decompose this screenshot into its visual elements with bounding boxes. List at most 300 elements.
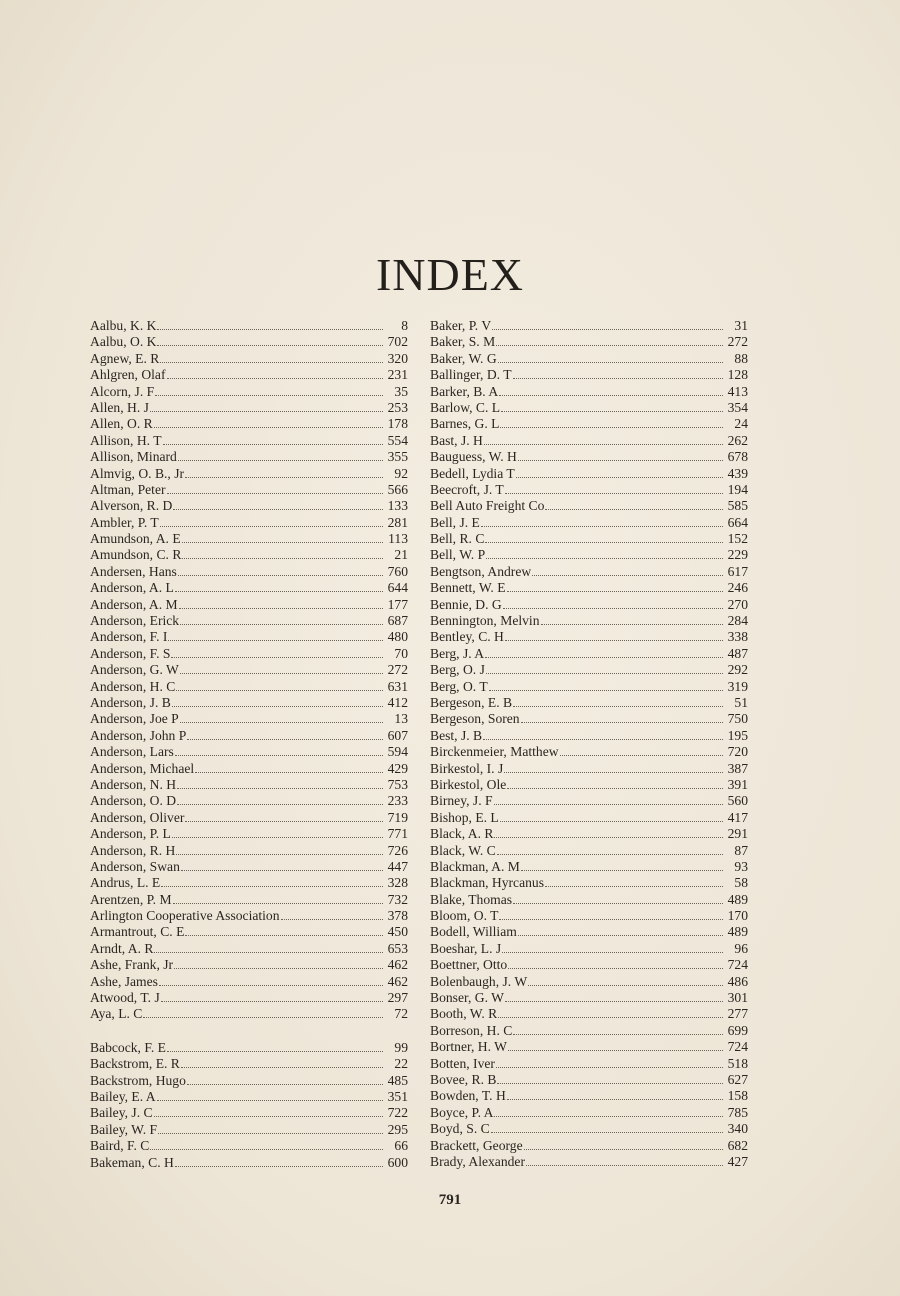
entry-name: Black, W. C [430, 842, 496, 858]
index-entry [90, 826, 408, 842]
entry-name: Bloom, O. T [430, 908, 499, 924]
dot-leader [180, 722, 383, 723]
entry-name: Bennie, D. G [430, 596, 502, 612]
dot-leader [481, 526, 723, 527]
dot-leader [158, 1133, 383, 1134]
entry-page-number: 447 [387, 858, 408, 874]
entry-name: Andrus, L. E [90, 875, 161, 891]
index-entry [430, 843, 748, 859]
dot-leader [560, 755, 723, 756]
entry-page-number: 720 [727, 744, 748, 760]
index-entry [430, 761, 748, 777]
entry-name: Bauguess, W. H [430, 449, 517, 465]
dot-leader [171, 657, 383, 658]
index-entry [90, 859, 408, 875]
index-entry [90, 629, 408, 645]
dot-leader [195, 772, 383, 773]
entry-page-number: 338 [727, 629, 748, 645]
entry-name: Anderson, R. H [90, 842, 176, 858]
entry-name: Blake, Thomas [430, 891, 513, 907]
index-entry [90, 1089, 408, 1105]
entry-page-number: 387 [727, 760, 748, 776]
entry-page-number: 21 [394, 547, 408, 563]
index-entry [430, 1138, 748, 1154]
entry-name: Bedell, Lydia T [430, 465, 515, 481]
index-entry [430, 629, 748, 645]
index-entry [430, 695, 748, 711]
entry-page-number: 719 [387, 809, 408, 825]
dot-leader [157, 1100, 383, 1101]
index-entry [90, 433, 408, 449]
dot-leader [178, 460, 383, 461]
entry-page-number: 295 [387, 1121, 408, 1137]
dot-leader [175, 1166, 383, 1167]
entry-name: Allen, H. J [90, 399, 149, 415]
entry-name: Bishop, E. L [430, 809, 499, 825]
entry-name: Ashe, James [90, 973, 158, 989]
entry-page-number: 272 [727, 334, 748, 350]
entry-name: Bergeson, Soren [430, 711, 520, 727]
dot-leader [172, 837, 383, 838]
entry-page-number: 355 [387, 449, 408, 465]
index-entry [90, 531, 408, 547]
entry-name: Arentzen, P. M [90, 891, 172, 907]
index-entry [90, 1006, 408, 1022]
dot-leader [281, 919, 383, 920]
entry-name: Anderson, F. I [90, 629, 168, 645]
entry-name: Anderson, John P [90, 727, 187, 743]
entry-name: Armantrout, C. E [90, 924, 185, 940]
index-entry [430, 433, 748, 449]
entry-page-number: 687 [387, 613, 408, 629]
entry-name: Aalbu, O. K [90, 334, 157, 350]
entry-name: Bailey, E. A [90, 1088, 156, 1104]
entry-page-number: 485 [387, 1072, 408, 1088]
entry-page-number: 58 [734, 875, 748, 891]
index-entry [90, 466, 408, 482]
entry-name: Barker, B. A [430, 383, 499, 399]
entry-name: Bergeson, E. B [430, 694, 513, 710]
entry-name: Baker, S. M [430, 334, 496, 350]
entry-page-number: 750 [727, 711, 748, 727]
entry-name: Anderson, N. H [90, 776, 177, 792]
entry-name: Brady, Alexander [430, 1153, 525, 1169]
group-divider-gap [90, 1023, 408, 1040]
entry-page-number: 617 [727, 563, 748, 579]
dot-leader [496, 345, 723, 346]
dot-leader [177, 804, 383, 805]
entry-name: Ahlgren, Olaf [90, 367, 166, 383]
dot-leader [180, 673, 383, 674]
entry-page-number: 88 [734, 350, 748, 366]
dot-leader [181, 1067, 383, 1068]
entry-page-number: 246 [727, 580, 748, 596]
entry-page-number: 724 [727, 957, 748, 973]
index-entry [430, 1121, 748, 1137]
entry-page-number: 70 [394, 645, 408, 661]
index-entry [430, 1154, 748, 1170]
dot-leader [185, 821, 383, 822]
dot-leader [500, 821, 723, 822]
index-entry [430, 597, 748, 613]
dot-leader [176, 690, 383, 691]
entry-page-number: 722 [387, 1105, 408, 1121]
entry-page-number: 450 [387, 924, 408, 940]
entry-page-number: 253 [387, 399, 408, 415]
entry-page-number: 732 [387, 891, 408, 907]
entry-name: Anderson, Michael [90, 760, 195, 776]
entry-name: Backstrom, E. R [90, 1056, 180, 1072]
dot-leader [182, 542, 383, 543]
dot-leader [526, 1165, 723, 1166]
index-entry [90, 908, 408, 924]
dot-leader [173, 509, 383, 510]
dot-leader [496, 1067, 723, 1068]
index-entry [430, 351, 748, 367]
entry-name: Bakeman, C. H [90, 1154, 174, 1170]
entry-name: Bonser, G. W [430, 990, 504, 1006]
dot-leader [507, 591, 723, 592]
dot-leader [497, 1083, 723, 1084]
entry-name: Bast, J. H [430, 432, 483, 448]
index-entry [430, 826, 748, 842]
dot-leader [500, 427, 723, 428]
dot-leader [505, 493, 723, 494]
index-entry [430, 580, 748, 596]
dot-leader [154, 1116, 383, 1117]
entry-page-number: 427 [727, 1153, 748, 1169]
entry-name: Blackman, A. M [430, 858, 520, 874]
entry-page-number: 771 [387, 826, 408, 842]
entry-name: Bennington, Melvin [430, 613, 540, 629]
index-entry [90, 924, 408, 940]
page-title: INDEX [375, 249, 525, 300]
entry-page-number: 31 [734, 318, 748, 333]
dot-leader [505, 640, 723, 641]
dot-leader [516, 477, 723, 478]
entry-name: Amundson, C. R [90, 547, 182, 563]
entry-name: Baker, W. G [430, 350, 497, 366]
dot-leader [150, 1149, 383, 1150]
dot-leader [160, 526, 383, 527]
index-entry [90, 564, 408, 580]
dot-leader [161, 886, 383, 887]
index-entry [430, 1006, 748, 1022]
dot-leader [173, 903, 383, 904]
index-entry [90, 351, 408, 367]
index-entry [430, 367, 748, 383]
index-entry [430, 990, 748, 1006]
dot-leader [545, 509, 723, 510]
entry-page-number: 351 [387, 1088, 408, 1104]
entry-page-number: 177 [387, 596, 408, 612]
entry-page-number: 178 [387, 416, 408, 432]
dot-leader [508, 968, 723, 969]
index-entry [90, 793, 408, 809]
index-entry [90, 1155, 408, 1171]
index-entry [430, 1105, 748, 1121]
index-entry [430, 974, 748, 990]
index-entry [90, 334, 408, 350]
index-entry [430, 498, 748, 514]
entry-name: Best, J. B [430, 727, 483, 743]
dot-leader [513, 903, 723, 904]
entry-name: Ashe, Frank, Jr [90, 957, 174, 973]
dot-leader [504, 772, 723, 773]
index-entry [430, 711, 748, 727]
entry-name: Boeshar, L. J [430, 940, 502, 956]
entry-page-number: 678 [727, 449, 748, 465]
dot-leader [178, 575, 383, 576]
index-entry [430, 1056, 748, 1072]
entry-page-number: 699 [727, 1022, 748, 1038]
dot-leader [159, 985, 383, 986]
entry-page-number: 133 [387, 498, 408, 514]
entry-page-number: 702 [387, 334, 408, 350]
entry-page-number: 297 [387, 990, 408, 1006]
index-entry [90, 728, 408, 744]
dot-leader [491, 1132, 723, 1133]
entry-page-number: 486 [727, 973, 748, 989]
dot-leader [492, 329, 723, 330]
dot-leader [484, 444, 723, 445]
entry-page-number: 631 [387, 678, 408, 694]
entry-name: Babcock, F. E [90, 1039, 166, 1055]
dot-leader [181, 870, 383, 871]
dot-leader [150, 411, 383, 412]
dot-leader [187, 1084, 383, 1085]
entry-name: Bodell, William [430, 924, 517, 940]
entry-name: Bell Auto Freight Co [430, 498, 545, 514]
dot-leader [508, 1050, 723, 1051]
entry-page-number: 277 [727, 1006, 748, 1022]
entry-page-number: 284 [727, 613, 748, 629]
index-entry [90, 1073, 408, 1089]
index-entry [430, 613, 748, 629]
entry-page-number: 462 [387, 973, 408, 989]
entry-name: Borreson, H. C [430, 1022, 513, 1038]
entry-name: Birckenmeier, Matthew [430, 744, 559, 760]
entry-name: Birney, J. F [430, 793, 493, 809]
index-entry [430, 646, 748, 662]
entry-name: Anderson, J. B [90, 694, 171, 710]
index-entry [90, 646, 408, 662]
index-entry [430, 1023, 748, 1039]
dot-leader [185, 935, 383, 936]
dot-leader [499, 395, 723, 396]
dot-leader [155, 395, 383, 396]
index-entry [90, 416, 408, 432]
index-entry [90, 679, 408, 695]
entry-name: Bengtson, Andrew [430, 563, 532, 579]
entry-page-number: 272 [387, 662, 408, 678]
dot-leader [494, 837, 723, 838]
dot-leader [483, 739, 723, 740]
dot-leader [489, 690, 723, 691]
entry-name: Ambler, P. T [90, 514, 159, 530]
dot-leader [180, 624, 383, 625]
dot-leader [532, 575, 723, 576]
dot-leader [486, 673, 723, 674]
dot-leader [175, 755, 383, 756]
dot-leader [498, 362, 723, 363]
index-entry [90, 318, 408, 334]
entry-page-number: 113 [388, 531, 408, 547]
dot-leader [168, 640, 383, 641]
entry-page-number: 320 [387, 350, 408, 366]
entry-page-number: 785 [727, 1104, 748, 1120]
entry-name: Allison, Minard [90, 449, 177, 465]
entry-page-number: 8 [401, 318, 408, 333]
entry-name: Bortner, H. W [430, 1039, 507, 1055]
entry-page-number: 170 [727, 908, 748, 924]
index-column-right [430, 318, 748, 1170]
index-entry [430, 908, 748, 924]
index-group-right [430, 318, 748, 1170]
entry-name: Bell, J. E [430, 514, 480, 530]
index-entry [430, 384, 748, 400]
dot-leader [507, 1099, 723, 1100]
dot-leader [486, 558, 723, 559]
entry-page-number: 753 [387, 776, 408, 792]
index-entry [430, 449, 748, 465]
index-entry [90, 744, 408, 760]
entry-name: Anderson, Lars [90, 744, 174, 760]
index-entry [90, 498, 408, 514]
entry-page-number: 262 [727, 432, 748, 448]
entry-name: Arndt, A. R [90, 940, 154, 956]
entry-page-number: 152 [727, 531, 748, 547]
index-entry [430, 810, 748, 826]
dot-leader [501, 411, 723, 412]
index-entry [90, 597, 408, 613]
entry-name: Alcorn, J. F [90, 383, 155, 399]
entry-page-number: 291 [727, 826, 748, 842]
entry-page-number: 417 [727, 809, 748, 825]
index-entry [430, 547, 748, 563]
dot-leader [503, 608, 723, 609]
index-entry [430, 482, 748, 498]
entry-page-number: 128 [727, 367, 748, 383]
entry-page-number: 51 [734, 694, 748, 710]
entry-name: Bennett, W. E [430, 580, 506, 596]
entry-name: Anderson, O. D [90, 793, 177, 809]
index-column-left [90, 318, 408, 1171]
dot-leader [154, 427, 383, 428]
entry-page-number: 99 [394, 1039, 408, 1055]
entry-page-number: 518 [727, 1055, 748, 1071]
entry-page-number: 487 [727, 645, 748, 661]
entry-page-number: 644 [387, 580, 408, 596]
entry-page-number: 439 [727, 465, 748, 481]
entry-name: Berg, O. J [430, 662, 485, 678]
entry-name: Ballinger, D. T [430, 367, 512, 383]
entry-name: Anderson, A. L [90, 580, 174, 596]
dot-leader [167, 1051, 383, 1052]
dot-leader [167, 493, 383, 494]
entry-name: Berg, J. A [430, 645, 485, 661]
entry-name: Botten, Iver [430, 1055, 495, 1071]
dot-leader [502, 952, 723, 953]
index-entry [430, 416, 748, 432]
dot-leader [176, 854, 383, 855]
index-entry [430, 564, 748, 580]
dot-leader [507, 788, 723, 789]
dot-leader [521, 870, 723, 871]
entry-page-number: 93 [734, 858, 748, 874]
entry-page-number: 292 [727, 662, 748, 678]
index-entry [430, 662, 748, 678]
dot-leader [499, 919, 723, 920]
dot-leader [177, 788, 383, 789]
entry-page-number: 489 [727, 891, 748, 907]
entry-name: Beecroft, J. T [430, 481, 504, 497]
entry-page-number: 301 [727, 990, 748, 1006]
index-entry [90, 810, 408, 826]
index-entry [90, 482, 408, 498]
index-entry [430, 318, 748, 334]
entry-name: Boyd, S. C [430, 1121, 490, 1137]
entry-page-number: 585 [727, 498, 748, 514]
index-entry [430, 466, 748, 482]
entry-page-number: 413 [727, 383, 748, 399]
entry-page-number: 594 [387, 744, 408, 760]
index-entry [90, 875, 408, 891]
index-entry [430, 941, 748, 957]
entry-page-number: 328 [387, 875, 408, 891]
entry-page-number: 24 [734, 416, 748, 432]
index-entry [90, 613, 408, 629]
dot-leader [521, 722, 723, 723]
entry-page-number: 340 [727, 1121, 748, 1137]
entry-page-number: 35 [394, 383, 408, 399]
entry-page-number: 158 [727, 1088, 748, 1104]
entry-name: Booth, W. R [430, 1006, 498, 1022]
entry-page-number: 87 [734, 842, 748, 858]
entry-name: Baker, P. V [430, 318, 492, 333]
dot-leader [513, 378, 723, 379]
entry-page-number: 607 [387, 727, 408, 743]
dot-leader [498, 1017, 723, 1018]
entry-name: Allen, O. R [90, 416, 153, 432]
dot-leader [518, 935, 723, 936]
dot-leader [541, 624, 723, 625]
entry-name: Boettner, Otto [430, 957, 508, 973]
entry-name: Anderson, A. M [90, 596, 178, 612]
index-entry [430, 1039, 748, 1055]
entry-name: Bell, W. P [430, 547, 486, 563]
entry-name: Barlow, C. L [430, 399, 501, 415]
index-entry [430, 400, 748, 416]
entry-name: Bentley, C. H [430, 629, 504, 645]
entry-page-number: 462 [387, 957, 408, 973]
index-group-a [90, 318, 408, 1023]
entry-page-number: 600 [387, 1154, 408, 1170]
dot-leader [157, 329, 383, 330]
dot-leader [518, 460, 723, 461]
index-entry [90, 547, 408, 563]
dot-leader [528, 985, 723, 986]
dot-leader [157, 345, 383, 346]
dot-leader [167, 378, 384, 379]
index-entry [90, 400, 408, 416]
entry-name: Barnes, G. L [430, 416, 500, 432]
entry-name: Anderson, H. C [90, 678, 176, 694]
index-entry [90, 843, 408, 859]
entry-name: Anderson, G. W [90, 662, 179, 678]
index-entry [430, 957, 748, 973]
entry-page-number: 66 [394, 1138, 408, 1154]
